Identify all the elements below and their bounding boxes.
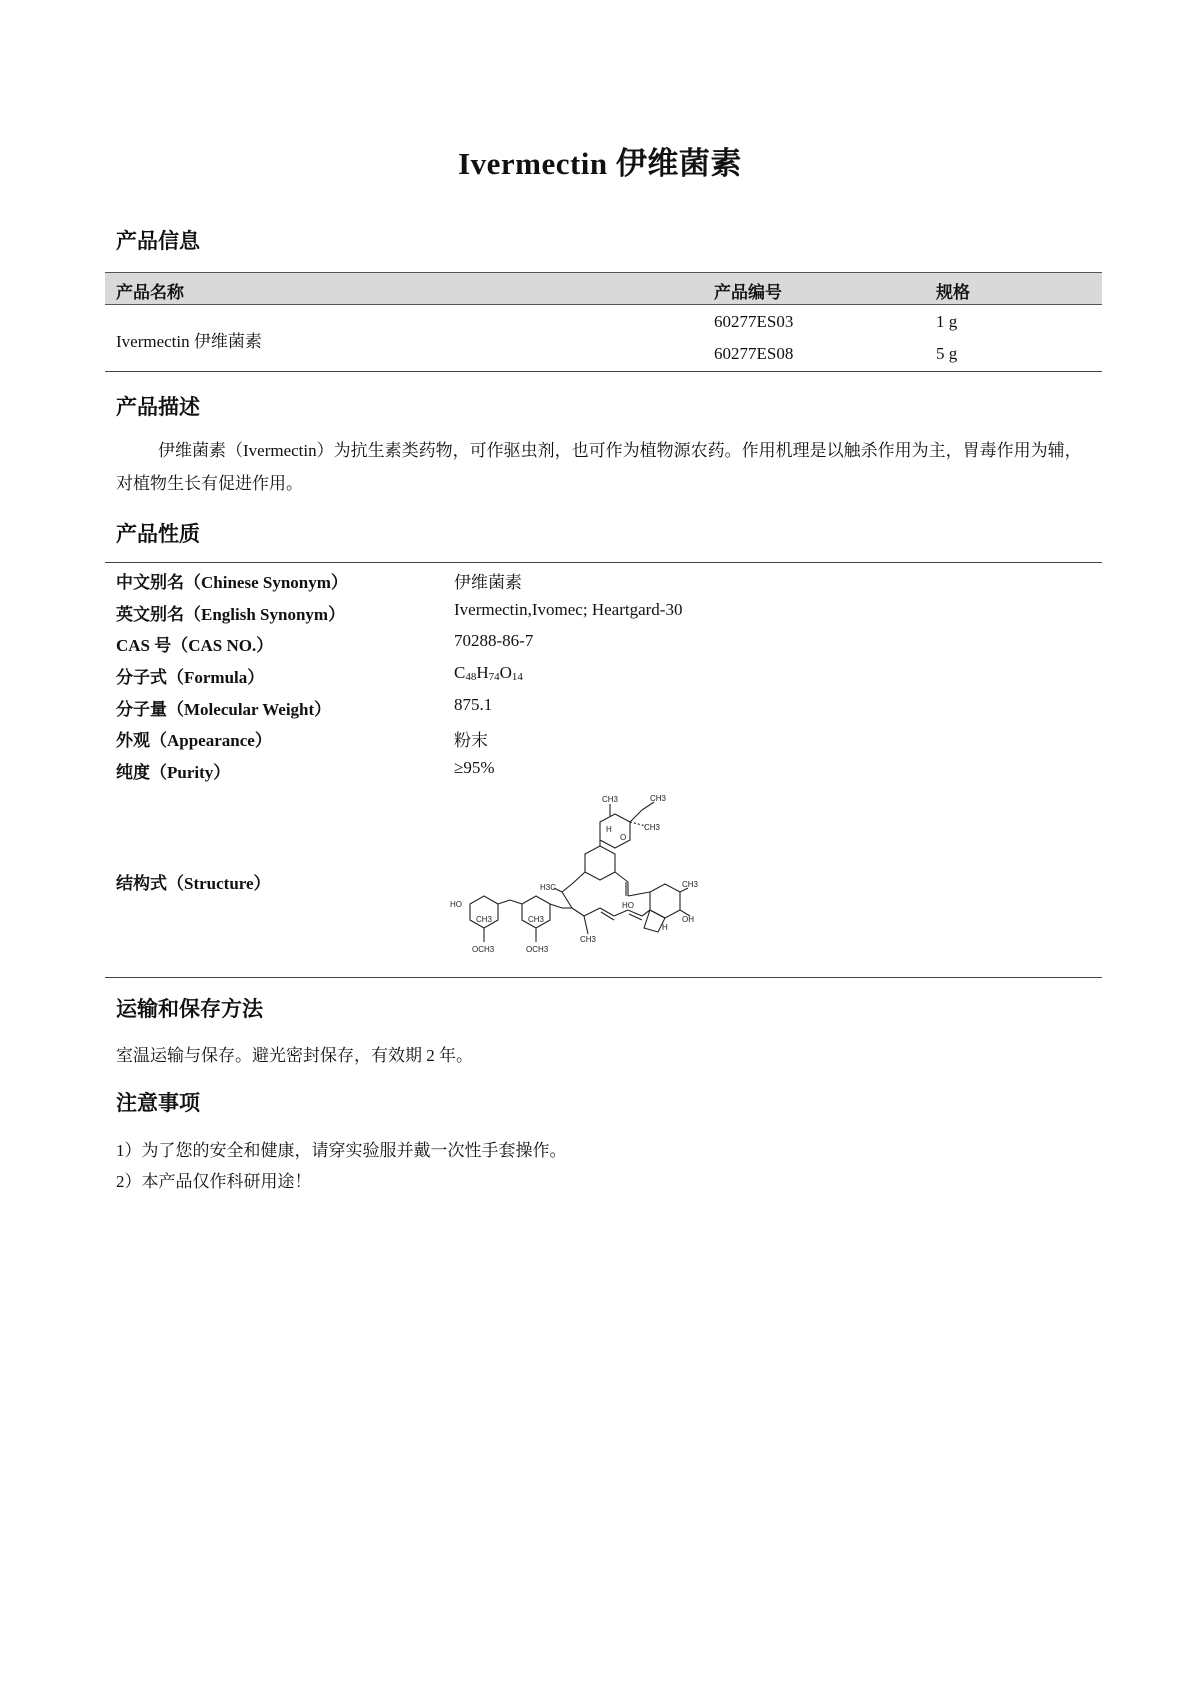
- header-spec: 规格: [936, 283, 970, 302]
- product-code-cell: 60277ES08: [714, 344, 794, 363]
- structure-label-oh: OH: [682, 915, 694, 924]
- structure-label-ch3: CH3: [476, 915, 493, 924]
- structure-label-h3c: H3C: [540, 883, 557, 892]
- property-label: 英文别名（English Synonym）: [116, 605, 346, 624]
- structure-label-ch3: CH3: [602, 795, 619, 804]
- section-title-description: 产品描述: [116, 395, 200, 419]
- properties-bottom-rule: [105, 977, 1102, 978]
- section-title-storage: 运输和保存方法: [116, 997, 263, 1021]
- product-code-cell: 60277ES03: [714, 312, 794, 331]
- property-value: 70288-86-7: [454, 631, 534, 650]
- structure-label-ho: HO: [450, 900, 462, 909]
- structure-label-ch3: CH3: [650, 794, 667, 803]
- property-label: 中文别名（Chinese Synonym）: [116, 573, 348, 592]
- header-product-code: 产品编号: [714, 283, 782, 302]
- structure-label-och3: OCH3: [526, 945, 549, 954]
- structure-label-h: H: [606, 825, 612, 834]
- section-title-properties: 产品性质: [116, 522, 200, 546]
- property-value: ≥95%: [454, 758, 495, 777]
- description-text: 伊维菌素（Ivermectin）为抗生素类药物，可作驱虫剂，也可作为植物源农药。作用机理是以触杀作用为主，胃毒作用为辅，对植物生长有促进作用。: [116, 441, 1082, 493]
- property-label: CAS 号（CAS NO.）: [116, 636, 274, 655]
- structure-label-ho: HO: [622, 901, 634, 910]
- table-bottom-rule: [105, 371, 1102, 372]
- property-label: 纯度（Purity）: [116, 763, 231, 782]
- property-value: 粉末: [454, 731, 488, 750]
- structure-label-h: H: [662, 923, 668, 932]
- structure-label-och3: OCH3: [472, 945, 495, 954]
- structure-label: 结构式（Structure）: [116, 874, 271, 893]
- section-title-product-info: 产品信息: [116, 229, 200, 253]
- property-value: Ivermectin,Ivomec; Heartgard-30: [454, 600, 683, 619]
- note-item: 2）本产品仅作科研用途！: [116, 1172, 312, 1191]
- section-title-notes: 注意事项: [116, 1091, 200, 1115]
- structure-label-ch3: CH3: [580, 935, 597, 944]
- spec-cell: 5 g: [936, 344, 958, 363]
- note-item: 1）为了您的安全和健康，请穿实验服并戴一次性手套操作。: [116, 1141, 567, 1160]
- structure-label-ch3: CH3: [682, 880, 699, 889]
- header-product-name: 产品名称: [116, 283, 184, 302]
- property-value: 伊维菌素: [454, 573, 522, 592]
- property-label: 分子式（Formula）: [116, 668, 265, 687]
- spec-cell: 1 g: [936, 312, 958, 331]
- properties-top-rule: [105, 562, 1102, 563]
- structure-label-o: O: [620, 833, 627, 842]
- property-label: 外观（Appearance）: [116, 731, 272, 750]
- storage-text: 室温运输与保存。避光密封保存，有效期 2 年。: [116, 1046, 473, 1065]
- property-label: 分子量（Molecular Weight）: [116, 700, 332, 719]
- property-value: 875.1: [454, 695, 493, 714]
- structure-label-ch3: CH3: [528, 915, 545, 924]
- structure-label-ch3: CH3: [644, 823, 661, 832]
- product-name-cell: Ivermectin 伊维菌素: [116, 332, 262, 351]
- structure-diagram: [450, 792, 710, 962]
- formula-value: $C_{48}H_{74}O_{14}$: [454, 663, 523, 683]
- page-title: Ivermectin 伊维菌素: [458, 146, 742, 181]
